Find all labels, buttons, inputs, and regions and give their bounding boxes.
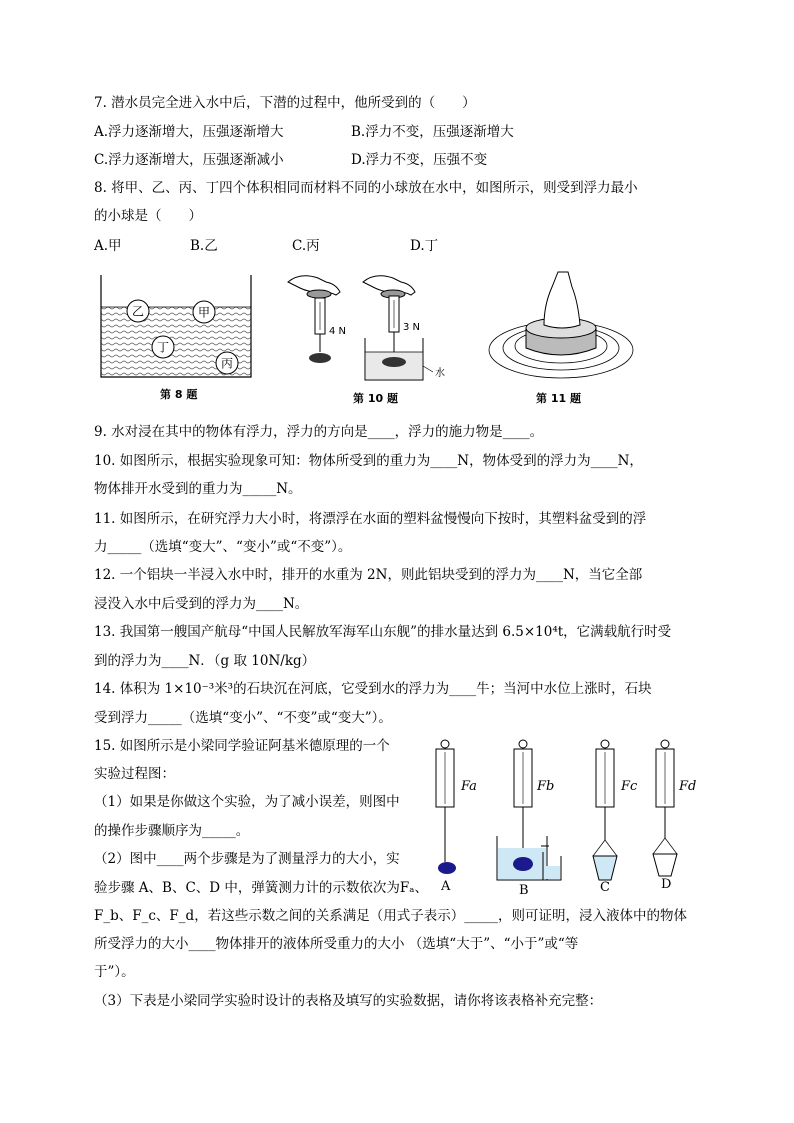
- water-label: 水: [435, 368, 445, 379]
- q15-part1-a: （1）如果是你做这个实验，为了减小误差，则图中: [94, 794, 400, 810]
- hand-icon: [544, 272, 580, 328]
- q15-part2-a: （2）图中____两个步骤是为了测量浮力的大小，实: [94, 851, 400, 867]
- svg-text:丙: 丙: [220, 356, 234, 371]
- step-c-scale: [593, 740, 638, 895]
- q15-part1-b: 的操作步骤顺序为_____。: [94, 823, 250, 839]
- ball-bing: [216, 352, 238, 374]
- ball-jia: [193, 301, 215, 323]
- q15-part2-e: 于”）。: [94, 964, 135, 980]
- ball-yi: [127, 300, 149, 322]
- step-d-scale: [653, 740, 696, 892]
- q8-option-a: A.甲: [94, 238, 122, 254]
- step-a-scale: [436, 740, 477, 894]
- q7-option-d: D.浮力不变，压强不变: [351, 152, 488, 168]
- svg-text:乙: 乙: [131, 304, 145, 319]
- fig11-diagram: [486, 270, 636, 385]
- q13-line2: 到的浮力为____N．（g 取 10N/kg）: [94, 653, 316, 669]
- q9-text: 9. 水对浸在其中的物体有浮力，浮力的方向是____，浮力的施力物是____。: [94, 424, 544, 440]
- svg-text:D: D: [661, 877, 672, 892]
- q13-line1: 13. 我国第一艘国产航母“中国人民解放军海军山东舰”的排水量达到 6.5×10⁴t，它满载航行时受: [94, 624, 672, 640]
- q12-line1: 12. 一个铝块一半浸入水中时，排开的水重为 2N，则此铝块受到的浮力为____N，当它全部: [94, 567, 643, 583]
- q8-option-c: C.丙: [292, 238, 320, 254]
- fig10-diagram: [283, 268, 463, 386]
- svg-text:Fd: Fd: [679, 779, 697, 794]
- q8-stem-line1: 8. 将甲、乙、丙、丁四个体积相同而材料不同的小球放在水中，如图所示，则受到浮力最小: [94, 180, 638, 196]
- q15-part2-c: F_b、F_c、F_d，若这些示数之间的关系满足（用式子表示）_____，则可证明，浸入液体中的物体: [94, 908, 687, 924]
- fig10-caption: 第 10 题: [353, 392, 398, 405]
- q15-part2-d: 所受浮力的大小____物体排开的液体所受重力的大小 （选填“大于”、“小于”或“等: [94, 936, 579, 952]
- hand-icon: [363, 276, 415, 298]
- q7-option-b: B.浮力不变，压强逐渐增大: [351, 124, 514, 140]
- q12-line2: 浸没入水中后受到的浮力为____N。: [94, 596, 309, 612]
- q7-option-c: C.浮力逐渐增大，压强逐渐减小: [94, 152, 284, 168]
- fig8-caption: 第 8 题: [160, 388, 198, 401]
- fig11-caption: 第 11 题: [536, 392, 581, 405]
- reading-in-air: 4 N: [329, 326, 347, 337]
- svg-text:C: C: [600, 880, 610, 895]
- q15-line2: 实验过程图：: [94, 766, 175, 782]
- svg-text:Fa: Fa: [461, 779, 477, 794]
- q8-stem-line2: 的小球是（ ）: [94, 208, 202, 224]
- ball-ding: [152, 336, 174, 358]
- step-b-scale: [497, 740, 561, 898]
- q11-line2: 力_____（选填“变大”、“变小”或“不变”）。: [94, 539, 352, 555]
- hand-icon: [288, 276, 340, 298]
- svg-text:Fc: Fc: [621, 779, 638, 794]
- q11-line1: 11. 如图所示，在研究浮力大小时，将漂浮在水面的塑料盆慢慢向下按时，其塑料盆受到的浮: [94, 511, 647, 527]
- svg-text:B: B: [519, 883, 529, 898]
- q15-part3: （3）下表是小梁同学实验时设计的表格及填写的实验数据，请你将该表格补充完整：: [94, 993, 603, 1009]
- q14-line1: 14. 体积为 1×10⁻³米³的石块沉在河底，它受到水的浮力为____牛；当河中水位上涨时，石块: [94, 681, 652, 697]
- q7-stem: 7. 潜水员完全进入水中后，下潜的过程中，他所受到的（ ）: [94, 95, 476, 111]
- q10-line2: 物体排开水受到的重力为_____N。: [94, 481, 302, 497]
- q8-option-d: D.丁: [410, 238, 439, 254]
- q8-option-b: B.乙: [190, 238, 218, 254]
- svg-text:Fb: Fb: [537, 779, 555, 794]
- q15-experiment-diagram: [425, 738, 715, 898]
- q7-option-a: A.浮力逐渐增大，压强逐渐增大: [94, 124, 284, 140]
- svg-text:A: A: [441, 879, 451, 894]
- svg-text:甲: 甲: [197, 305, 211, 320]
- q14-line2: 受到浮力_____（选填“变小”、“不变”或“变大”）。: [94, 710, 392, 726]
- svg-text:丁: 丁: [156, 340, 170, 355]
- fig8-container-diagram: [98, 275, 258, 385]
- q15-line1: 15. 如图所示是小梁同学验证阿基米德原理的一个: [94, 738, 390, 754]
- q10-line1: 10. 如图所示，根据实验现象可知：物体所受到的重力为____N，物体受到的浮力为____N，: [94, 453, 643, 469]
- q15-part2-b: 验步骤 A、B、C、D 中，弹簧测力计的示数依次为Fₐ、: [94, 880, 428, 896]
- reading-in-water: 3 N: [403, 322, 421, 333]
